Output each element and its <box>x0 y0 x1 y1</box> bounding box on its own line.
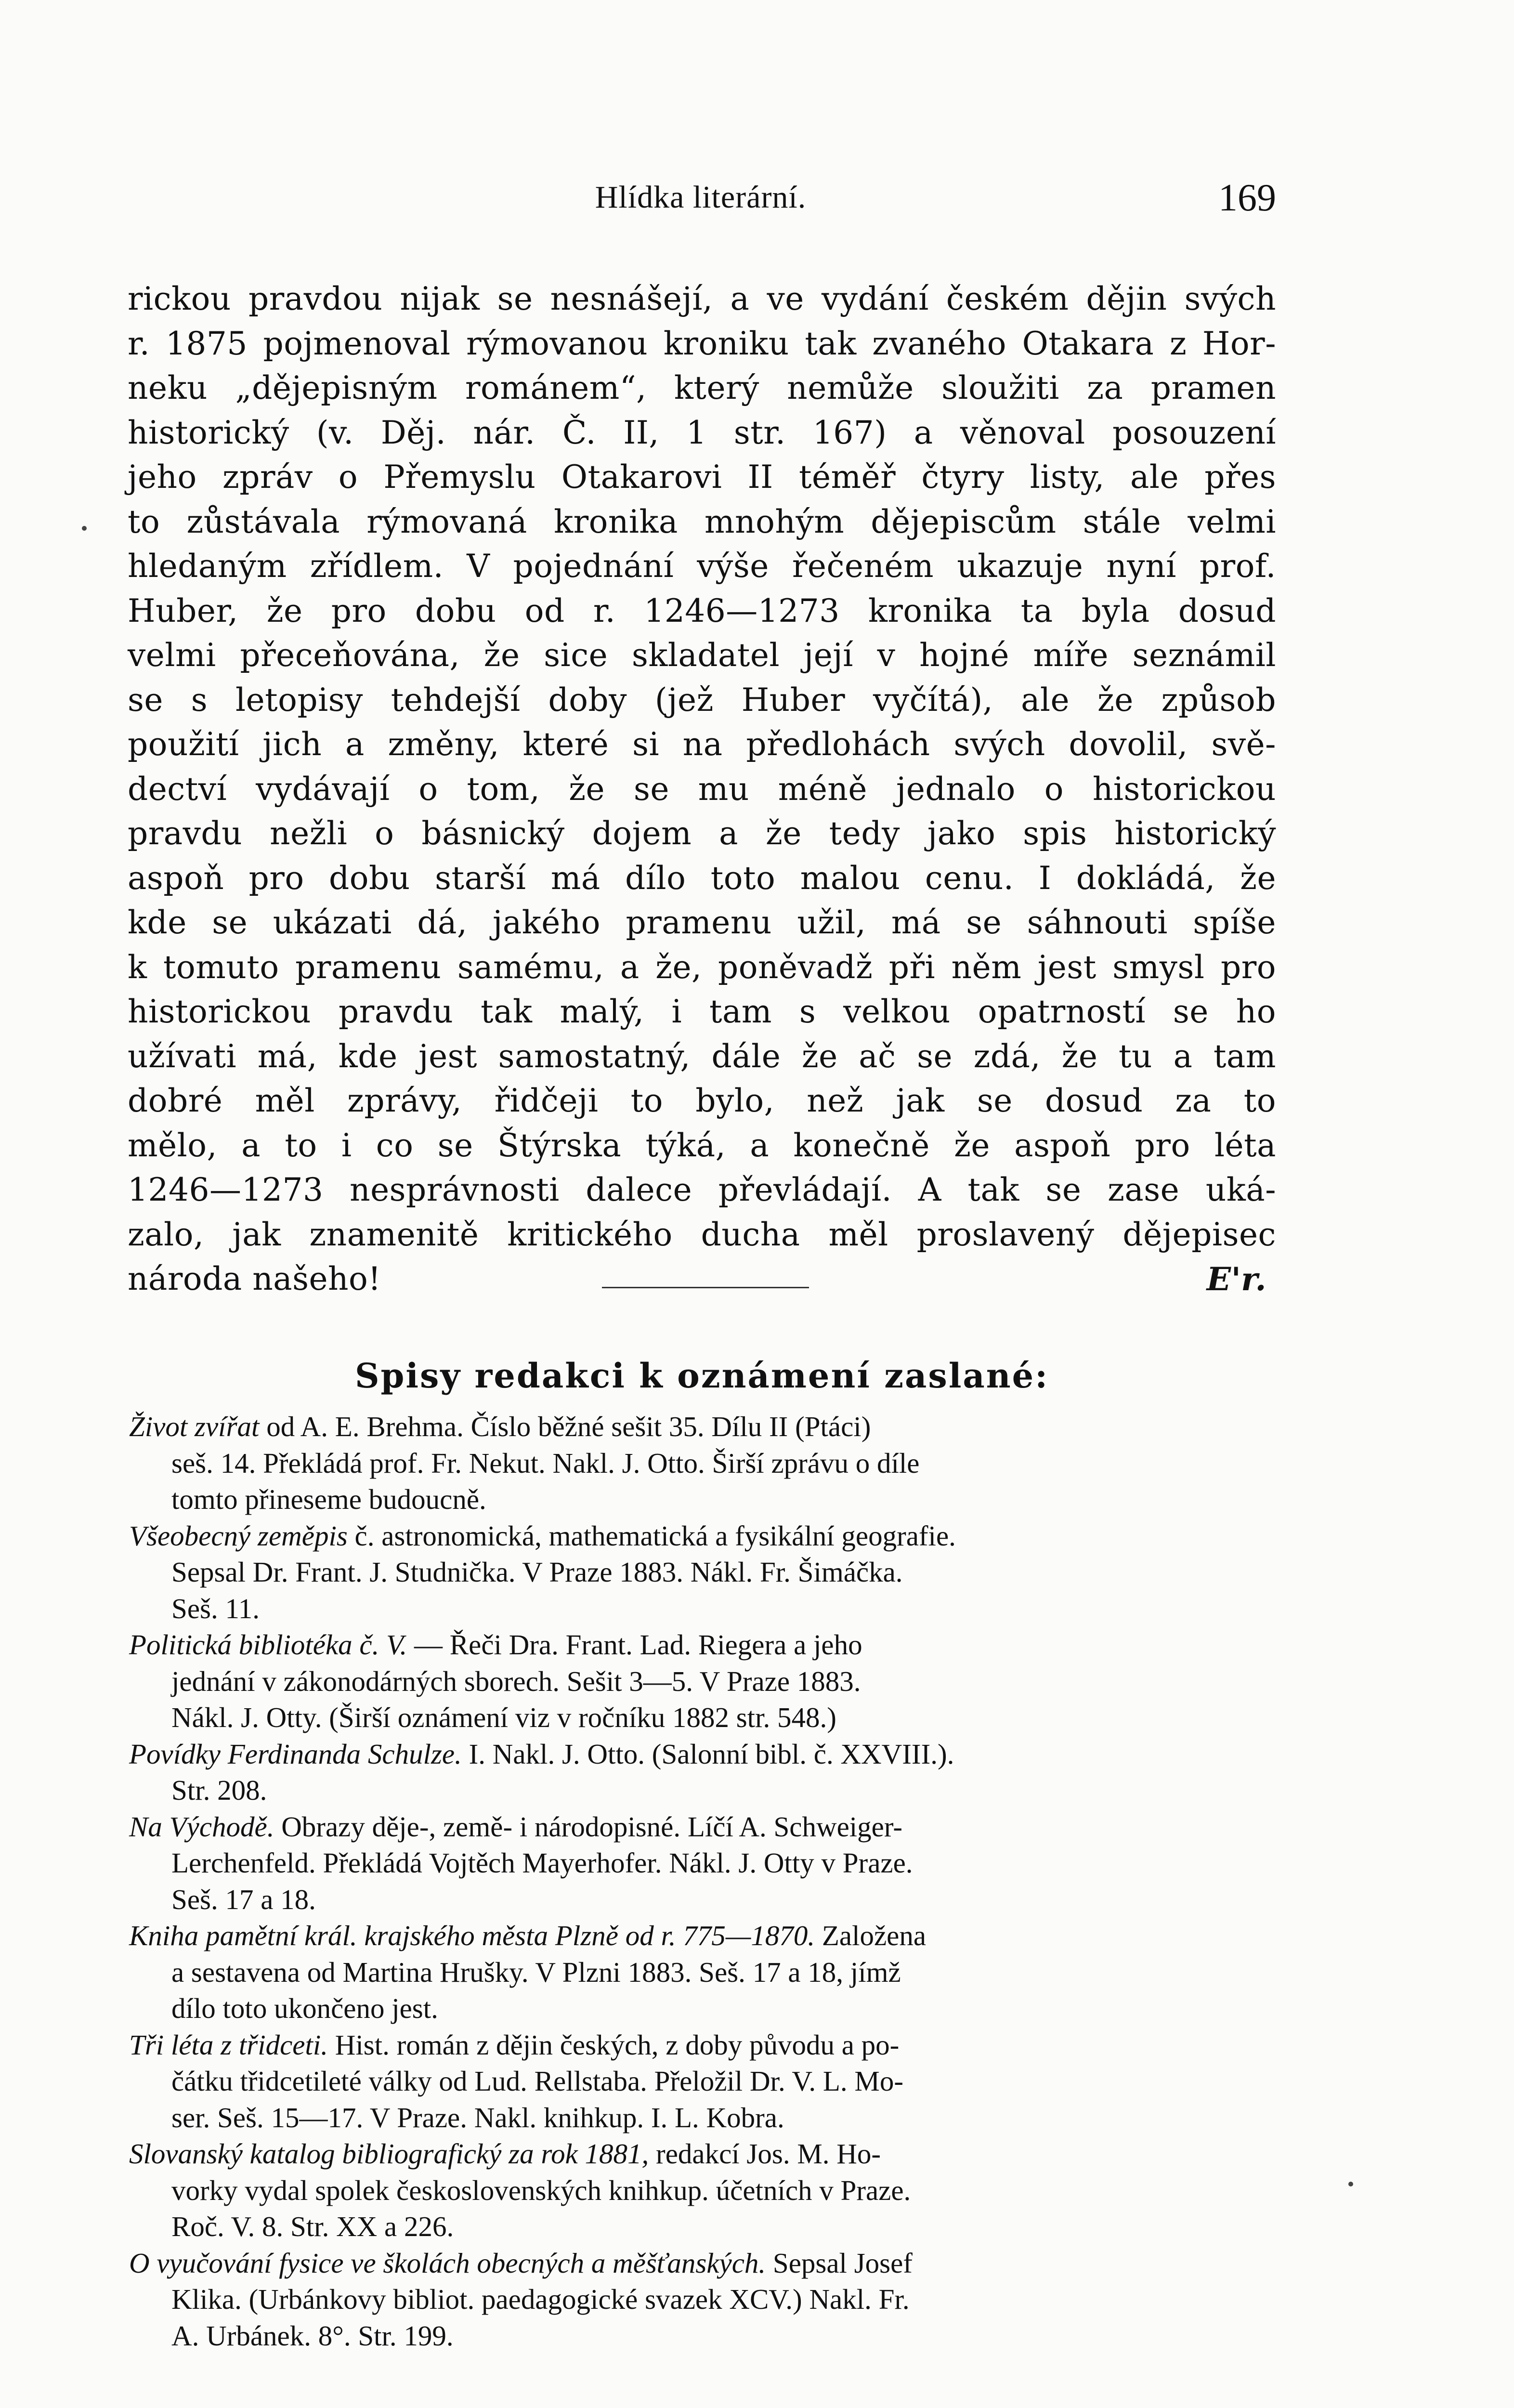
list-item <box>129 1809 1276 1918</box>
margin-speck <box>82 526 87 531</box>
body-line: použití jich a změny, které si na předlohách svých dovolil, svě- <box>128 726 1276 763</box>
body-line: kde se ukázati dá, jakého pramenu užil, má se sáhnouti spíše <box>128 904 1276 941</box>
list-item <box>129 1409 1276 1518</box>
body-line: pravdu nežli o básnický dojem a že tedy jako spis historický <box>128 815 1276 852</box>
body-line: velmi přeceňována, že sice skladatel její v hojné míře seznámil <box>128 637 1276 674</box>
body-closing-text: národa našeho! <box>128 1260 381 1297</box>
publication-details: I. Nakl. J. Otto. (Salonní bibl. č. XXVIII.). <box>461 1738 954 1770</box>
list-item <box>129 1918 1276 2027</box>
list-item <box>129 2136 1276 2245</box>
body-line: rickou pravdou nijak se nesnášejí, a ve vydání českém dějin svých <box>128 280 1276 317</box>
publication-details: jednání v zákonodárných sborech. Sešit 3—5. V Praze 1883. <box>171 1665 861 1697</box>
publication-details: dílo toto ukončeno jest. <box>171 1992 438 2024</box>
publication-details: od A. E. Brehma. Číslo běžné sešit 35. Dílu II (Ptáci) <box>259 1411 871 1442</box>
margin-speck <box>1348 2182 1353 2186</box>
list-item <box>129 1518 1276 1627</box>
publication-title: Slovanský katalog bibliografický za rok 1881, <box>129 2138 649 2170</box>
body-line: zalo, jak znamenitě kritického ducha měl proslavený dějepisec <box>128 1216 1276 1253</box>
publication-details: tomto přineseme budoucně. <box>171 1483 486 1515</box>
publication-title: Tři léta z třidceti. <box>129 2028 328 2061</box>
author-signature: E'r. <box>1206 1260 1266 1298</box>
body-line: užívati má, kde jest samostatný, dále že ač se zdá, že tu a tam <box>128 1037 1276 1075</box>
list-item <box>129 2027 1276 2136</box>
body-last-line <box>128 1257 1276 1302</box>
publication-title: Kniha pamětní král. krajského města Plzně od r. 775—1870. <box>129 1920 815 1951</box>
body-line: dectví vydávají o tom, že se mu méně jednalo o historickou <box>128 770 1276 808</box>
publication-details: Sepsal Josef <box>766 2247 913 2279</box>
list-item <box>129 2245 1276 2355</box>
section-divider <box>602 1287 809 1288</box>
body-line: Huber, že pro dobu od r. 1246—1273 kronika ta byla dosud <box>128 592 1276 629</box>
body-line: historický (v. Děj. nár. Č. II, 1 str. 167) a věnoval posouzení <box>128 414 1276 451</box>
body-line: to zůstávala rýmovaná kronika mnohým dějepiscům stále velmi <box>128 503 1276 540</box>
publication-details: č. astronomická, mathematická a fysikální geografie. <box>347 1519 956 1552</box>
publication-title: Život zvířat <box>129 1411 260 1442</box>
publication-title: Povídky Ferdinanda Schulze. <box>129 1738 462 1770</box>
publication-title: Politická bibliotéka č. V. <box>129 1629 407 1661</box>
publication-title: Všeobecný zeměpis <box>129 1519 348 1552</box>
body-line: r. 1875 pojmenoval rýmovanou kroniku tak zvaného Otakara z Hor- <box>128 325 1276 362</box>
list-item <box>129 1736 1276 1809</box>
publication-details: Klika. (Urbánkovy bibliot. paedagogické svazek XCV.) Nakl. Fr. <box>171 2283 910 2315</box>
article-body <box>128 277 1276 1302</box>
publication-details: redakcí Jos. M. Ho- <box>649 2138 881 2170</box>
body-line: aspoň pro dobu starší má dílo toto malou cenu. I dokládá, že <box>128 859 1276 897</box>
publication-details: Str. 208. <box>171 1774 267 1806</box>
page-number: 169 <box>1218 177 1276 219</box>
publication-title: Na Východě. <box>129 1810 274 1843</box>
body-line: 1246—1273 nesprávnosti dalece převládají. A tak se zase uká- <box>128 1171 1276 1208</box>
body-line: mělo, a to i co se Štýrska týká, a konečně že aspoň pro léta <box>128 1126 1276 1164</box>
publication-details: Hist. román z dějin českých, z doby původu a po- <box>328 2028 900 2061</box>
body-line: historickou pravdu tak malý, i tam s velkou opatrností se ho <box>128 993 1276 1030</box>
publication-title: O vyučování fysice ve školách obecných a měšťanských. <box>129 2247 766 2279</box>
running-head: Hlídka literární. <box>595 180 807 215</box>
publication-details: Sepsal Dr. Frant. J. Studnička. V Praze 1883. Nákl. Fr. Šimáčka. <box>171 1556 903 1588</box>
publication-details: Obrazy děje-, země- i národopisné. Líčí A. Schweiger- <box>274 1810 902 1843</box>
received-publications-list <box>129 1409 1276 2354</box>
publication-details: vorky vydal spolek československých knihkup. účetních v Praze. <box>171 2174 911 2206</box>
body-line: neku „dějepisným románem“, který nemůže sloužiti za pramen <box>128 369 1276 406</box>
list-item <box>129 1627 1276 1736</box>
page-header <box>125 179 1276 222</box>
publication-details: Založena <box>815 1920 927 1951</box>
publication-details: ser. Seš. 15—17. V Praze. Nakl. knihkup. I. L. Kobra. <box>171 2101 784 2133</box>
publication-details: Lerchenfeld. Překládá Vojtěch Mayerhofer. Nákl. J. Otty v Praze. <box>171 1847 913 1879</box>
publication-details: A. Urbánek. 8°. Str. 199. <box>171 2319 454 2352</box>
publication-details: Seš. 11. <box>171 1592 260 1624</box>
publication-details: — Řeči Dra. Frant. Lad. Riegera a jeho <box>407 1629 862 1661</box>
publication-details: čátku třidcetileté války od Lud. Rellstaba. Přeložil Dr. V. L. Mo- <box>171 2065 904 2097</box>
body-line: dobré měl zprávy, řidčeji to bylo, než jak se dosud za to <box>128 1082 1276 1119</box>
publication-details: Nákl. J. Otty. (Širší oznámení viz v ročníku 1882 str. 548.) <box>171 1701 836 1733</box>
body-line: se s letopisy tehdejší doby (jež Huber vyčítá), ale že způsob <box>128 681 1276 719</box>
body-line: hledaným zřídlem. V pojednání výše řečeném ukazuje nyní prof. <box>128 548 1276 585</box>
body-line: jeho zpráv o Přemyslu Otakarovi II téměř čtyry listy, ale přes <box>128 458 1276 496</box>
publication-details: Roč. V. 8. Str. XX a 226. <box>171 2211 454 2242</box>
body-line: k tomuto pramenu samému, a že, poněvadž při něm jest smysl pro <box>128 948 1276 986</box>
publication-details: Seš. 17 a 18. <box>171 1883 316 1915</box>
publication-details: seš. 14. Překládá prof. Fr. Nekut. Nakl. J. Otto. Širší zprávu o díle <box>171 1447 920 1479</box>
section-title: Spisy redakci k oznámení zaslané: <box>354 1356 1049 1396</box>
publication-details: a sestavena od Martina Hrušky. V Plzni 1883. Seš. 17 a 18, jímž <box>171 1956 901 1988</box>
